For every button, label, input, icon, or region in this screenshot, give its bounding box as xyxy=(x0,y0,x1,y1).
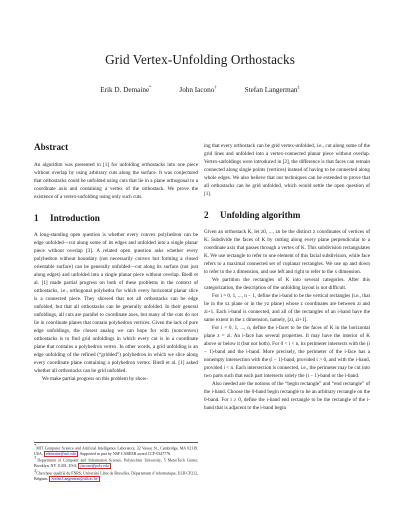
intro-paragraph: We make partial progress on this problem by show- xyxy=(42,376,149,382)
author-list xyxy=(0,86,400,94)
abstract-heading: Abstract xyxy=(34,142,69,152)
footnote: ‡Chercheur qualifié du FNRS, Université Libre de Bruxelles, Département d’informatique, ULB CP212, Belgium. Stefan.Langerman@ulb.ac.be xyxy=(34,467,199,481)
author: John Iacono† xyxy=(179,84,217,94)
email-link[interactable]: jiacono@poly.edu xyxy=(80,464,109,469)
paper-title: Grid Vertex-Unfolding Orthostacks xyxy=(105,52,295,67)
intro-paragraph: A long-standing open question is whether every convex polyhedron can be edge unfolded—cut along some of its edges and unfolded into a single planar piece without overlap [3]. A related open question asks whether every polyhedron without boundary (not necessarily convex but forming a closed orientable surface) can be generally unfolded—cut along its surface (not just along edges) and unfolded into a single planar piece without overlap. Biedl et al. [1] made partial progress on both of these problems in the context of orthostacks, i.e., orthogonal polyhedra for which every horizontal planar slice is a connected piece. They showed that not all orthostacks can be edge unfolded, but that all orthostacks can be generally unfolded. In their general unfoldings, all cuts are parallel to coordinate axes, but many of the cuts do not lie in coordinate planes that contain polyhedron vertices. Given the lack of pure edge unfoldings, the closest analog we can hope for with (nonconvex) orthostacks is to find grid unfoldings in which every cut is in a coordinate plane that contains a polyhedron vertex. In other words, a grid unfolding is an edge unfolding of the refined (“gridded”) polyhedron in which we slice along every coordinate plane containing a polyhedron vertex. Biedl et al. [1] asked whether all orthostacks can be grid unfolded. xyxy=(34,232,198,374)
algorithm-paragraph: For i = 0, 1, ..., n − 1, define the i-band to be the vertical rectangles (i.e., that lie in the xz plane or in the yz plane) whose z coordinates are between zi and zi+1. Each i-band is connected, and all of the rectangles of an i-band have the same extent in the z dimension, namely, [zi, zi+1]. xyxy=(204,293,370,323)
intro-paragraph-continued: ing that every orthostack can be grid vertex-unfolded, i.e., cut along some of the grid lines and unfolded into a vertex-connected planar piece without overlap. Vertex-unfoldings were introduced in [2], the difference is that faces can remain connected along single points (vertices) instead of having to be connected along whole edges. We also believe that our techniques can be extended to prove that all orthostacks can be grid unfolded, which would settle the open question of [1]. xyxy=(204,143,370,197)
algorithm-paragraph: Also needed are the notions of the “begin rectangle” and “end rectangle” of the i-band. Choose the 0-band begin rectangle to be an arbitrary rectangle on the 0-band. For i ≥ 0, define the i-band end rectangle to be the rectangle of the i-band that is adjacent to the i-band begin xyxy=(204,381,370,411)
email-link[interactable]: Stefan.Langerman@ulb.ac.be xyxy=(51,476,98,481)
footnotes xyxy=(34,442,198,483)
abstract-text: An algorithm was presented in [1] for unfolding orthostacks into one piece without overlap by using arbitrary cuts along the surface. It was conjectured that orthostacks could be unfolded using cuts that lie in a plane orthogonal to a coordinate axis and containing a vertex of the orthostack. We prove the existence of a vertex-unfolding using only such cuts. xyxy=(34,162,198,200)
algorithm-paragraph: Given an orthostack K, let z0, ..., zn be the distinct z coordinates of vertices of K. Subdivide the faces of K by cutting along every plane perpendicular to a coordinate axis that passes through a vertex of K. This subdivision rectangulates K. We use rectangle to refer to one element of this facial subdivision, while face refers to a maximal connected set of coplanar rectangles. We use up and down to refer to the z dimension, and use left and right to refer to the x dimension. xyxy=(204,229,370,275)
section-heading-introduction: 1 Introduction xyxy=(34,213,100,223)
email-link[interactable]: edemaine@mit.edu xyxy=(45,451,77,456)
right-column xyxy=(204,142,370,514)
footnote: *MIT Computer Science and Artificial Intelligence Laboratory, 32 Vassar St., Cambridge, MA 02139, USA, edemaine@mit.edu . Supported in part by NSF CAREER award CCF-0347776. xyxy=(34,443,198,456)
footnote: †Department of Computer and Information Science, Polytechnic University, 5 MetroTech Center, Brooklyn, NY 11201, USA, jiacono@poly.edu . xyxy=(34,455,199,469)
author: Stefan Langerman‡ xyxy=(244,84,300,94)
author: Erik D. Demaine* xyxy=(100,84,152,94)
algorithm-paragraph: We partition the rectangles of K into several categories. After this categorization, the description of the unfolding layout is not difficult. xyxy=(204,277,370,291)
section-heading-unfolding-algorithm: 2 Unfolding algorithm xyxy=(204,210,301,220)
algorithm-paragraph: For i = 0, 1, ..., n, define the i-facet to be the faces of K in the horizontal plane z = zi. An i-face has several properties. It may have the interior of K above or below it (but not both). For 0 < i < n, its perimeter intersects with the (i − 1)-band and the i-band. More precisely, the perimeter of the i-face has a nonempty intersection with the (i − 1)-band, provided i > 0, and with the i-band, provided i < n. Each intersection is connected, i.e., the perimeter may be cut into two parts such that each part intersects solely the (i − 1)-band or the i-band. xyxy=(204,325,370,379)
